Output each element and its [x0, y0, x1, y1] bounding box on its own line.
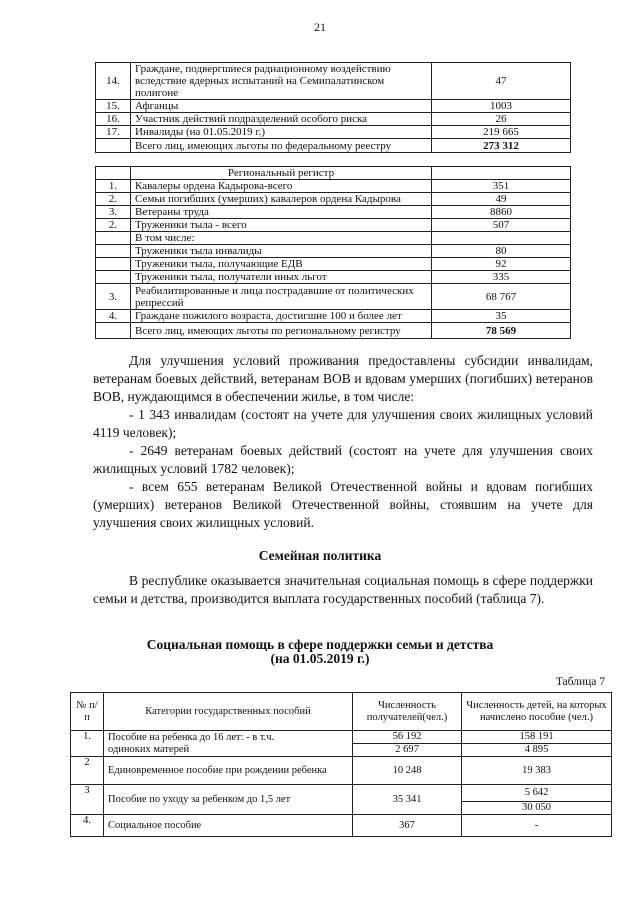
row-label: В том числе:	[131, 232, 432, 245]
table-title	[0, 638, 640, 666]
paragraph-invalids: - 1 343 инвалидам (состоят на учете для улучшения своих жилищных условий 4119 человек);	[93, 407, 593, 440]
row-label: Участник действий подразделений особого риска	[131, 113, 432, 126]
row-number: 2.	[96, 219, 131, 232]
table-row	[71, 785, 612, 802]
table-row	[71, 757, 612, 785]
row-label: Реабилитированные и лица пострадавшие от политических репрессий	[131, 284, 432, 310]
row-number	[96, 258, 131, 271]
total-value: 273 312	[432, 139, 571, 153]
row-value: 47	[432, 63, 571, 100]
table-title-date: (на 01.05.2019 г.)	[270, 651, 370, 666]
row-value	[432, 232, 571, 245]
total-value: 78 569	[432, 323, 571, 339]
row-label: Труженики тыла, получатели иных льгот	[131, 271, 432, 284]
row-number: 3.	[96, 284, 131, 310]
row-value: 68 767	[432, 284, 571, 310]
row-children: 4 895	[462, 744, 612, 757]
row-category	[104, 731, 353, 757]
row-value: 8860	[432, 206, 571, 219]
row-children: 30 050	[462, 802, 612, 815]
row-recipients: 367	[353, 815, 462, 837]
row-label: Труженики тыла, получающие ЕДВ	[131, 258, 432, 271]
section-title: Семейная политика	[258, 548, 382, 563]
table-row	[96, 245, 571, 258]
row-label: Граждане, подвергшиеся радиационному воздействию вследствие ядерных испытаний на Семипалатинском полигоне	[131, 63, 432, 100]
page-number: 21	[314, 20, 326, 34]
row-label: Труженики тыла инвалиды	[131, 245, 432, 258]
row-recipients: 35 341	[353, 785, 462, 815]
row-number	[96, 232, 131, 245]
row-value: 351	[432, 180, 571, 193]
row-recipients: 2 697	[353, 744, 462, 757]
row-number	[96, 271, 131, 284]
row-number: 3.	[96, 206, 131, 219]
row-value: 507	[432, 219, 571, 232]
table-header-row	[71, 693, 612, 731]
total-label: Всего лиц, имеющих льготы по федеральному реестру	[131, 139, 432, 153]
row-number: 2	[71, 757, 104, 785]
row-recipients: 10 248	[353, 757, 462, 785]
row-value: 35	[432, 310, 571, 323]
table-row	[71, 731, 612, 744]
table-caption: Таблица 7	[555, 676, 605, 688]
row-children: -	[462, 815, 612, 837]
table-row	[96, 206, 571, 219]
table-row	[96, 113, 571, 126]
total-row	[96, 139, 571, 153]
total-row	[96, 323, 571, 339]
row-label: Граждане пожилого возраста, достигшие 100 и более лет	[131, 310, 432, 323]
table-row	[96, 271, 571, 284]
row-number: 16.	[96, 113, 131, 126]
row-number	[96, 245, 131, 258]
table-title-line: Социальная помощь в сфере поддержки семьи и детства	[146, 637, 494, 652]
row-value: 219 665	[432, 126, 571, 139]
federal-register-table	[95, 62, 571, 153]
row-children: 5 642	[462, 785, 612, 802]
header-num: № п/п	[71, 693, 104, 731]
family-support-table	[70, 692, 612, 837]
row-category: Пособие по уходу за ребенком до 1,5 лет	[104, 785, 353, 815]
row-value: 335	[432, 271, 571, 284]
row-value: 80	[432, 245, 571, 258]
row-number: 1.	[71, 731, 104, 757]
header-children: Численность детей, на которых начислено пособие (чел.)	[462, 693, 612, 731]
table-header: Региональный регистр	[131, 167, 432, 180]
category-subline: одиноких матерей	[108, 743, 190, 755]
row-number: 4.	[71, 815, 104, 837]
row-label: Ветераны труда	[131, 206, 432, 219]
row-value: 49	[432, 193, 571, 206]
row-label: Кавалеры ордена Кадырова-всего	[131, 180, 432, 193]
row-number: 2.	[96, 193, 131, 206]
row-category: Единовременное пособие при рождении ребенка	[104, 757, 353, 785]
row-number: 15.	[96, 100, 131, 113]
table-row	[96, 232, 571, 245]
row-value: 92	[432, 258, 571, 271]
table-row	[96, 63, 571, 100]
row-number: 1.	[96, 180, 131, 193]
row-number: 3	[71, 785, 104, 815]
table-row	[96, 284, 571, 310]
table-row	[96, 310, 571, 323]
paragraph-subsidies: Для улучшения условий проживания предоставлены субсидии инвалидам, ветеранам боевых действий, ветеранам ВОВ и вдовам умерших (погибших) ветеранов ВОВ, нуждающимся в обеспечении жилье, в том числе:	[93, 353, 593, 404]
row-value: 1003	[432, 100, 571, 113]
regional-register-table	[95, 166, 571, 339]
paragraph-veterans: - 2649 ветеранам боевых действий (состоят на учете для улучшения своих жилищных условий 1782 человек);	[93, 443, 593, 476]
category-line: Пособие на ребенка до 16 лет: - в т.ч.	[108, 732, 275, 743]
table-row	[96, 126, 571, 139]
row-number: 17.	[96, 126, 131, 139]
row-number: 14.	[96, 63, 131, 100]
table-row	[96, 180, 571, 193]
row-label: Труженики тыла - всего	[131, 219, 432, 232]
header-category: Категории государственных пособий	[104, 693, 353, 731]
row-recipients: 56 192	[353, 731, 462, 744]
row-children: 158 191	[462, 731, 612, 744]
paragraph-wwii-veterans: - всем 655 ветеранам Великой Отечественной войны и вдовам погибших (умерших) ветеранов Великой Отечественной войны, стоявшим на учете для улучшения своих жилищных условий.	[93, 479, 593, 530]
table-row	[96, 100, 571, 113]
row-label: Семьи погибших (умерших) кавалеров ордена Кадырова	[131, 193, 432, 206]
row-value: 26	[432, 113, 571, 126]
table-row	[96, 258, 571, 271]
table-row	[96, 193, 571, 206]
total-label: Всего лиц, имеющих льготы по региональному регистру	[131, 323, 432, 339]
row-label: Афганцы	[131, 100, 432, 113]
table-header-row	[96, 167, 571, 180]
row-children: 19 383	[462, 757, 612, 785]
table-row	[71, 815, 612, 837]
paragraph-family-support: В республике оказывается значительная социальная помощь в сфере поддержки семьи и детства, производится выплата государственных пособий (таблица 7).	[93, 573, 593, 606]
header-recipients: Численность получателей(чел.)	[353, 693, 462, 731]
table-row	[96, 219, 571, 232]
row-category: Социальное пособие	[104, 815, 353, 837]
row-number: 4.	[96, 310, 131, 323]
row-label: Инвалиды (на 01.05.2019 г.)	[131, 126, 432, 139]
